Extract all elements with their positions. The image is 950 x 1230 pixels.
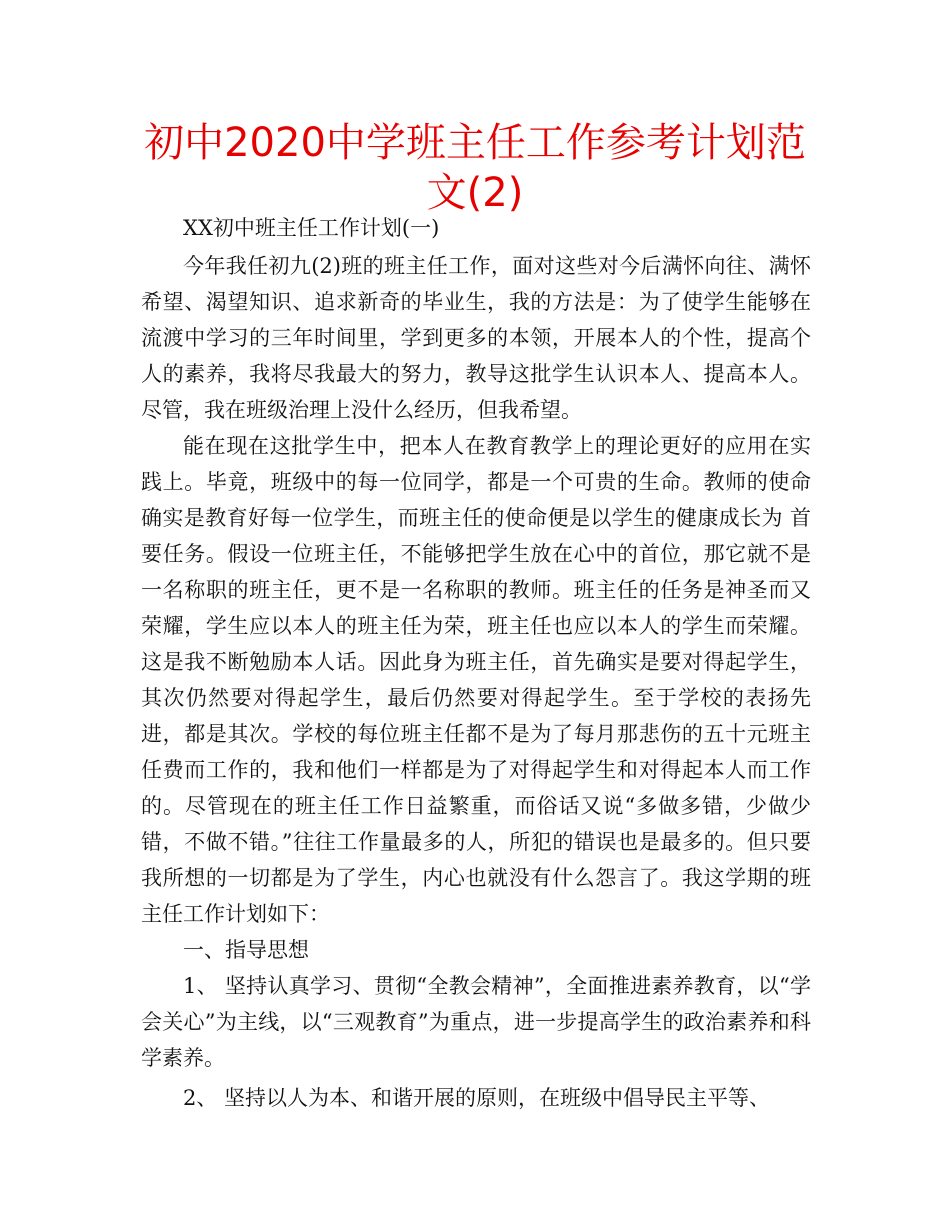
list-item-1: 1、 坚持认真学习、贯彻“全教会精神”，全面推进素养教育，以“学会关心”为主线，以“三观教育”为重点，进一步提高学生的政治素养和科学素养。	[141, 974, 811, 1070]
paragraph-mission: 能在现在这批学生中，把本人在教育教学上的理论更好的应用在实践上。毕竟，班级中的每一位同学，都是一个可贵的生命。教师的使命确实是教育好每一位学生，而班主任的使命便是以学生的健康成长为 首要任务。假设一位班主任，不能够把学生放在心中的首位，那它就不是一名称职的班主任，更不是一名称职的教师。班主任的任务是神圣而又荣耀，学生应以本人的班主任为荣，班主任也应以本人的学生而荣耀。这是我不断勉励本人话。因此身为班主任，首先确实是要对得起学生，其次仍然要对得起学生，最后仍然要对得起学生。至于学校的表扬先进，都是其次。学校的每位班主任都不是为了每月那悲伤的五十元班主任费而工作的，我和他们一样都是为了对得起学生和对得起本人而工作的。尽管现在的班主任工作日益繁重，而俗话又说“多做多错，少做少错，不做不错。”往往工作量最多的人，所犯的错误也是最多的。但只要我所想的一切都是为了学生，内心也就没有什么怨言了。我这学期的班主任工作计划如下：	[141, 434, 811, 926]
list-item-2: 2、 坚持以人为本、和谐开展的原则，在班级中倡导民主平等、	[183, 1086, 771, 1110]
document-body	[141, 210, 811, 1116]
section-heading-plan: XX初中班主任工作计划(一)	[183, 216, 440, 240]
document-title: 初中2020中学班主任工作参考计划范文(2)	[144, 120, 806, 216]
section-heading-guiding-thought: 一、指导思想	[183, 938, 309, 962]
paragraph-intro: 今年我任初九(2)班的班主任工作，面对这些对今后满怀向往、满怀希望、渴望知识、追求新奇的毕业生，我的方法是：为了使学生能够在流渡中学习的三年时间里，学到更多的本领，开展本人的个性，提高个人的素养，我将尽我最大的努力，教导这批学生认识本人、提高本人。尽管，我在班级治理上没什么经历，但我希望。	[141, 254, 811, 422]
